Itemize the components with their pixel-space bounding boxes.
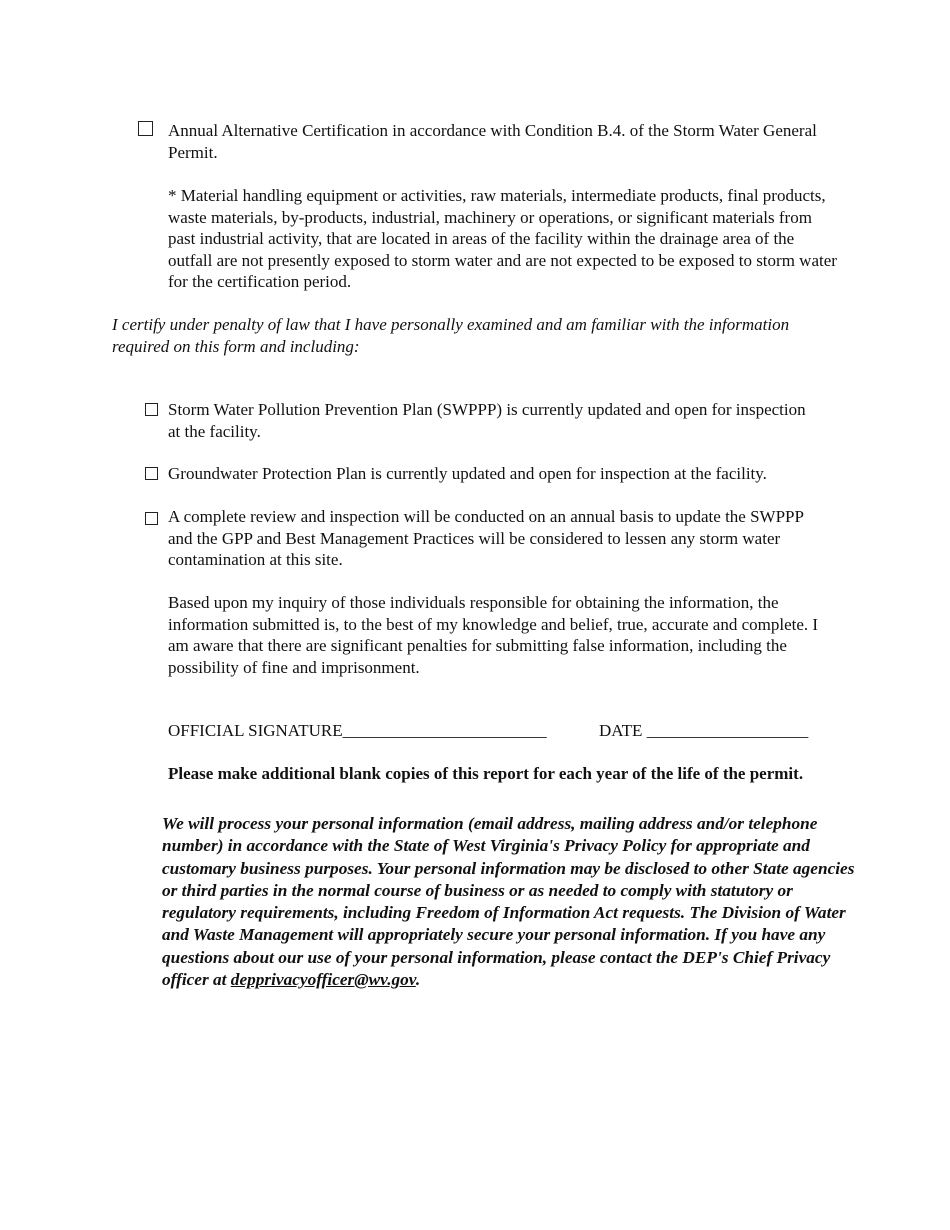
gpp-text: Groundwater Protection Plan is currently updated and open for inspection at the facility. — [168, 464, 767, 483]
annual-review-text: A complete review and inspection will be conducted on an annual basis to update the SWPPP and the GPP and Best Management Practices will be considered to lessen any storm water contamination at this site. — [168, 507, 804, 569]
privacy-statement — [162, 813, 867, 991]
date-field[interactable]: DATE ___________________ — [599, 721, 809, 740]
certify-statement: I certify under penalty of law that I have personally examined and am familiar with the information required on this form and including: — [112, 315, 790, 356]
privacy-end: . — [415, 970, 421, 990]
swppp-text: Storm Water Pollution Prevention Plan (SWPPP) is currently updated and open for inspection at the facility. — [168, 400, 806, 441]
inquiry-statement: Based upon my inquiry of those individuals responsible for obtaining the information, the information submitted is, to the best of my knowledge and belief, true, accurate and complete. I am aware that there are significant penalties for submitting false information, including the possibility of fine and imprisonment. — [168, 593, 819, 677]
privacy-text: We will process your personal information (email address, mailing address and/or telephone number) in accordance with the State of West Virginia's Privacy Policy for appropriate and customary business purposes. Your personal information may be disclosed to other State agencies or third parties in the normal course of business or as needed to comply with statutory or regulatory requirements, including Freedom of Information Act requests. The Division of Water and Waste Management will appropriately secure your personal information. If you have any questions about our use of your personal information, please contact the DEP's Chief Privacy officer at — [162, 814, 855, 990]
annual-alt-cert-checkbox[interactable] — [138, 121, 153, 136]
privacy-email-link[interactable]: depprivacyofficer@wv.gov — [230, 970, 416, 990]
material-exposure-note: * Material handling equipment or activities, raw materials, intermediate products, final products, waste materials, by-products, industrial, machinery or operations, or significant materials from past industrial activity, that are located in areas of the facility within the drainage area of the outfall are not presently exposed to storm water and are not expected to be exposed to storm water for the certification period. — [168, 186, 837, 291]
copies-note: Please make additional blank copies of this report for each year of the life of the permit. — [168, 764, 804, 783]
swppp-checkbox[interactable] — [145, 403, 158, 416]
annual-review-checkbox[interactable] — [145, 512, 158, 525]
annual-alt-cert-text: Annual Alternative Certification in accordance with Condition B.4. of the Storm Water General Permit. — [168, 121, 817, 162]
gpp-checkbox[interactable] — [145, 467, 158, 480]
official-signature-field[interactable]: OFFICIAL SIGNATURE________________________ — [168, 721, 547, 740]
